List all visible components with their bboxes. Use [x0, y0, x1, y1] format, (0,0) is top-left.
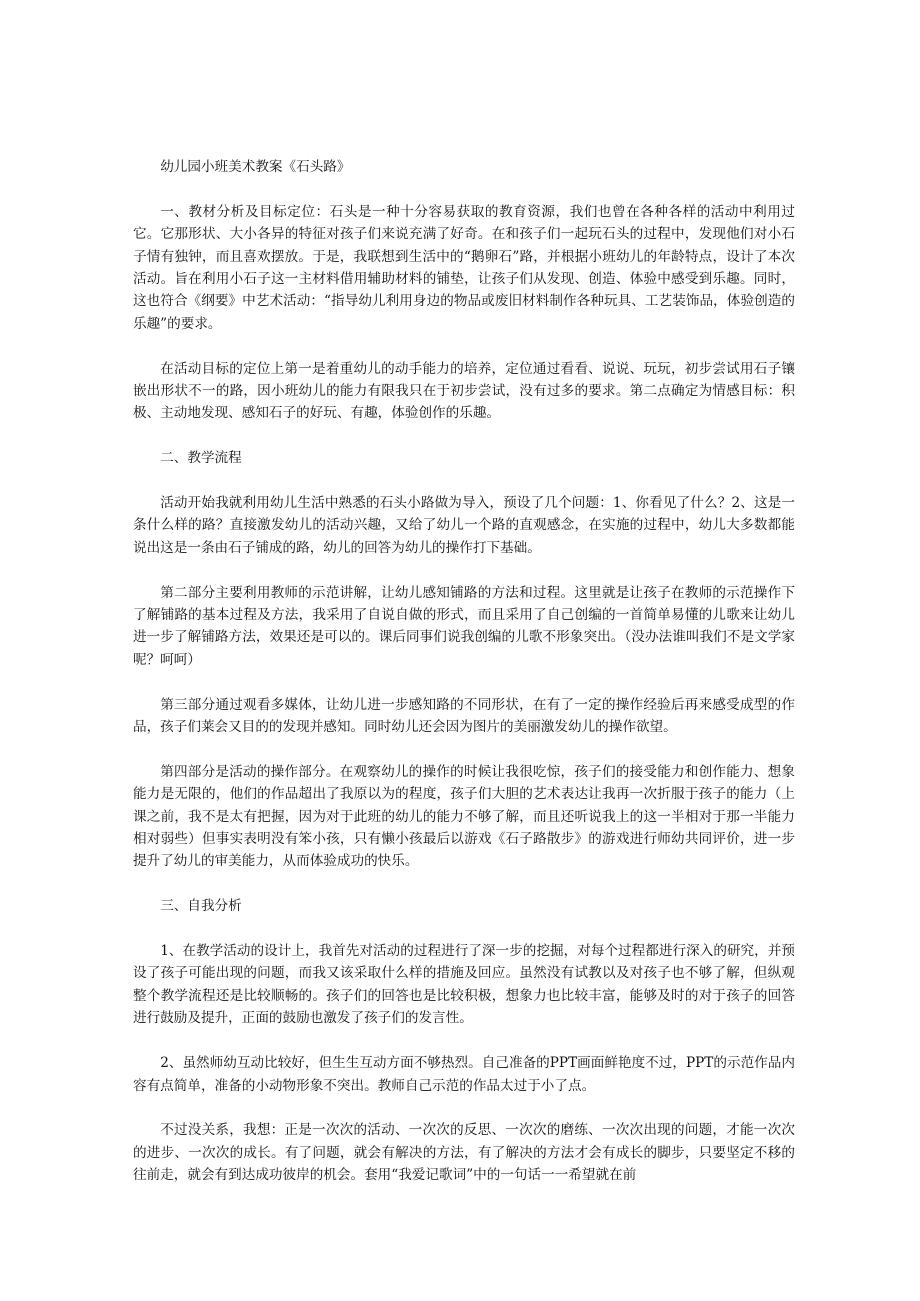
section-heading-teaching-process: 二、教学流程	[160, 450, 242, 467]
paragraph-analysis-one: 1、在教学活动的设计上，我首先对活动的过程进行了深一步的挖掘，对每个过程都进行深入的研究，并预设了孩子可能出现的问题，而我又该采取什么样的措施及回应。虽然没有试教以及对孩子也不够了解，但纵观整个教学流程还是比较顺畅的。孩子们的回答也是比较积极，想象力也比较丰富，能够及时的对于孩子的回答进行鼓励及提升，正面的鼓励也激发了孩子们的发言性。	[133, 943, 795, 1027]
paragraph-part-four: 第四部分是活动的操作部分。在观察幼儿的操作的时候让我很吃惊，孩子们的接受能力和创作能力、想象能力是无限的，他们的作品超出了我原以为的程度，孩子们大胆的艺术表达让我再一次折服于孩子的能力（上课之前，我不是太有把握，因为对于此班的幼儿的能力不够了解，而且还听说我上的这一半相对于那一半能力相对弱些）但事实表明没有笨小孩，只有懒小孩最后以游戏《石子路散步》的游戏进行师幼共同评价，进一步提升了幼儿的审美能力，从而体验成功的快乐。	[133, 763, 795, 870]
paragraph-part-two: 第二部分主要利用教师的示范讲解，让幼儿感知铺路的方法和过程。这里就是让孩子在教师的示范操作下了解铺路的基本过程及方法，我采用了自说自做的形式，而且采用了自己创编的一首简单易懂的儿歌来让幼儿进一步了解铺路方法，效果还是可以的。课后同事们说我创编的儿歌不形象突出。（没办法谁叫我们不是文学家呢？呵呵）	[133, 584, 795, 668]
document-title: 幼儿园小班美术教案《石头路》	[160, 159, 351, 175]
paragraph-analysis-two: 2、虽然师幼互动比较好，但生生互动方面不够热烈。自己准备的PPT画面鲜艳度不过，PPT的示范作品内容有点简单，准备的小动物形象不突出。教师自己示范的作品太过于小了点。	[133, 1055, 795, 1094]
paragraph-conclusion: 不过没关系，我想：正是一次次的活动、一次次的反思、一次次的磨练、一次次出现的问题，才能一次次的进步、一次次的成长。有了问题，就会有解决的方法，有了解决的方法才会有成长的脚步，只要坚定不移的往前走，就会有到达成功彼岸的机会。套用“我爱记歌词”中的一句话一一希望就在前	[133, 1122, 795, 1184]
paragraph-goal-positioning: 在活动目标的定位上第一是着重幼儿的动手能力的培养，定位通过看看、说说、玩玩，初步尝试用石子镶嵌出形状不一的路，因小班幼儿的能力有限我只在于初步尝试，没有过多的要求。第二点确定为情感目标：积极、主动地发现、感知石子的好玩、有趣，体验创作的乐趣。	[133, 360, 795, 422]
document-body	[133, 156, 795, 1187]
paragraph-material-analysis: 一、教材分析及目标定位：石头是一种十分容易获取的教育资源，我们也曾在各种各样的活动中利用过它。它那形状、大小各异的特征对孩子们来说充满了好奇。在和孩子们一起玩石头的过程中，发现他们对小石子情有独钟，而且喜欢摆放。于是，我联想到生活中的“鹅卵石”路，并根据小班幼儿的年龄特点，设计了本次活动。旨在利用小石子这一主材料借用辅助材料的铺垫，让孩子们从发现、创造、体验中感受到乐趣。同时，这也符合《纲要》中艺术活动：“指导幼儿利用身边的物品或废旧材料制作各种玩具、工艺装饰品，体验创造的乐趣”的要求。	[133, 203, 795, 332]
paragraph-activity-intro: 活动开始我就利用幼儿生活中熟悉的石头小路做为导入，预设了几个问题：1、你看见了什么？2、这是一条什么样的路？直接激发幼儿的活动兴趣，又给了幼儿一个路的直观感念，在实施的过程中，幼儿大多数都能说出这是一条由石子铺成的路，幼儿的回答为幼儿的操作打下基础。	[133, 495, 795, 556]
paragraph-part-three: 第三部分通过观看多媒体，让幼儿进一步感知路的不同形状，在有了一定的操作经验后再来感受成型的作品，孩子们莱会又目的的发现并感知。同时幼儿还会因为图片的美丽激发幼儿的操作欲望。	[133, 696, 795, 736]
section-heading-self-analysis: 三、自我分析	[160, 898, 242, 915]
